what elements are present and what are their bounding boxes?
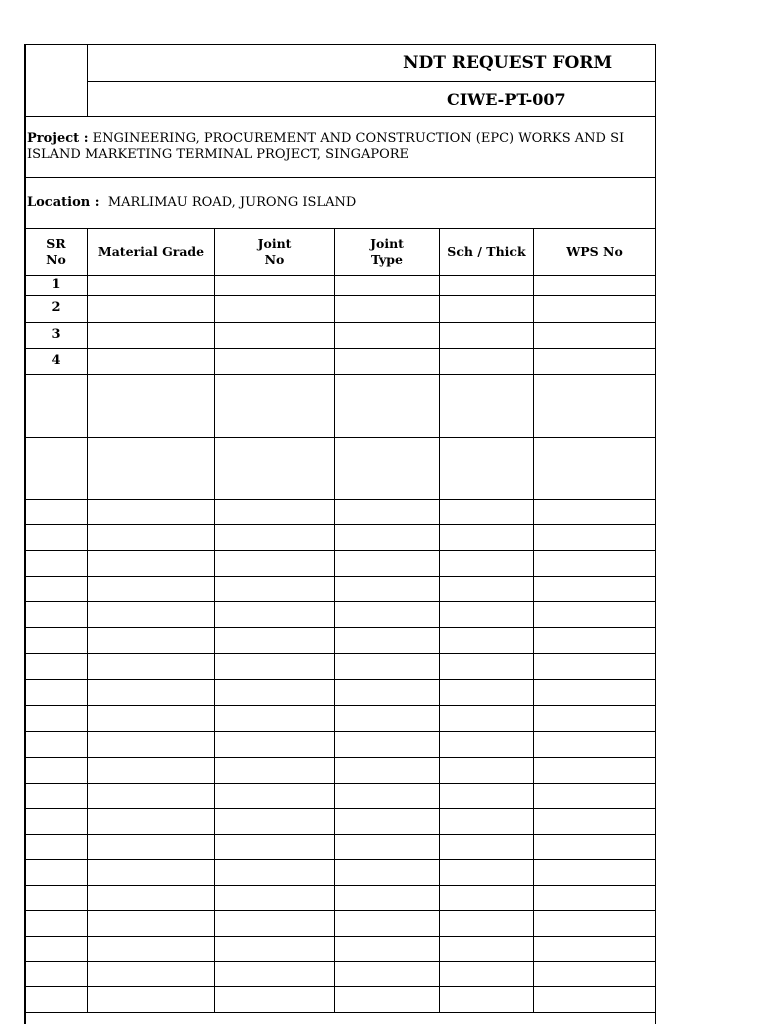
table-row-line	[24, 374, 656, 375]
form-right-border	[655, 44, 656, 1024]
sr-number: 1	[51, 277, 61, 292]
table-row-line	[24, 808, 656, 809]
table-row-line	[24, 524, 656, 525]
header-joint-type-line-1: Joint	[370, 236, 404, 251]
table-row-line	[24, 499, 656, 500]
header-joint-no	[215, 229, 334, 275]
table-row-line	[24, 601, 656, 602]
form-left-border	[24, 44, 26, 1024]
table-row-line	[24, 437, 656, 438]
header-bottom-border	[24, 116, 656, 117]
table-row-line	[24, 961, 656, 962]
logo-cell-divider	[87, 44, 88, 116]
table-column-line	[87, 228, 88, 1013]
header-joint-no-line-2: No	[264, 252, 285, 267]
table-row-line	[24, 705, 656, 706]
header-material-grade: Material Grade	[97, 244, 205, 259]
table-row-line	[24, 550, 656, 551]
header-sr-no	[25, 229, 87, 275]
table-row-line	[24, 731, 656, 732]
project-line-1	[27, 131, 624, 147]
location-line	[27, 195, 356, 211]
title-divider	[87, 81, 656, 82]
project-bottom-border	[24, 177, 656, 178]
table-column-line	[533, 228, 534, 1013]
table-row-line	[24, 295, 656, 296]
table-column-line	[214, 228, 215, 1013]
header-joint-type-line-2: Type	[371, 252, 403, 267]
header-wps-no: WPS No	[566, 244, 623, 259]
header-sch-thick: Sch / Thick	[447, 244, 526, 259]
sr-number: 3	[51, 327, 61, 342]
table-column-line	[439, 228, 440, 1013]
sr-number: 2	[51, 300, 61, 315]
table-row-line	[24, 322, 656, 323]
table-row-line	[24, 679, 656, 680]
table-bottom-line	[24, 1012, 656, 1013]
table-row-line	[24, 936, 656, 937]
form-title: NDT REQUEST FORM	[403, 53, 613, 73]
table-row-line	[24, 910, 656, 911]
table-row-line	[24, 348, 656, 349]
table-row-line	[24, 627, 656, 628]
table-row-line	[24, 885, 656, 886]
table-row-line	[24, 653, 656, 654]
location-value: MARLIMAU ROAD, JURONG ISLAND	[107, 195, 357, 210]
project-label: Project :	[27, 131, 89, 146]
table-row-line	[24, 757, 656, 758]
header-joint-no-line-1: Joint	[257, 236, 292, 251]
project-name-line-1: ENGINEERING, PROCUREMENT AND CONSTRUCTION (EPC) WORKS AND SI	[92, 131, 625, 146]
table-row-line	[24, 986, 656, 987]
sr-number: 4	[51, 353, 61, 368]
location-label: Location :	[27, 195, 100, 210]
project-name-line-2: ISLAND MARKETING TERMINAL PROJECT, SINGAPORE	[27, 147, 410, 162]
header-sr-line-2: No	[46, 252, 66, 267]
header-joint-type	[335, 229, 439, 275]
form-code: CIWE-PT-007	[447, 90, 566, 109]
table-row-line	[24, 834, 656, 835]
table-column-line	[334, 228, 335, 1013]
table-row-line	[24, 275, 656, 276]
table-row-line	[24, 783, 656, 784]
table-row-line	[24, 859, 656, 860]
form-top-border	[24, 44, 656, 45]
header-sr-line-1: SR	[46, 236, 66, 251]
table-row-line	[24, 576, 656, 577]
